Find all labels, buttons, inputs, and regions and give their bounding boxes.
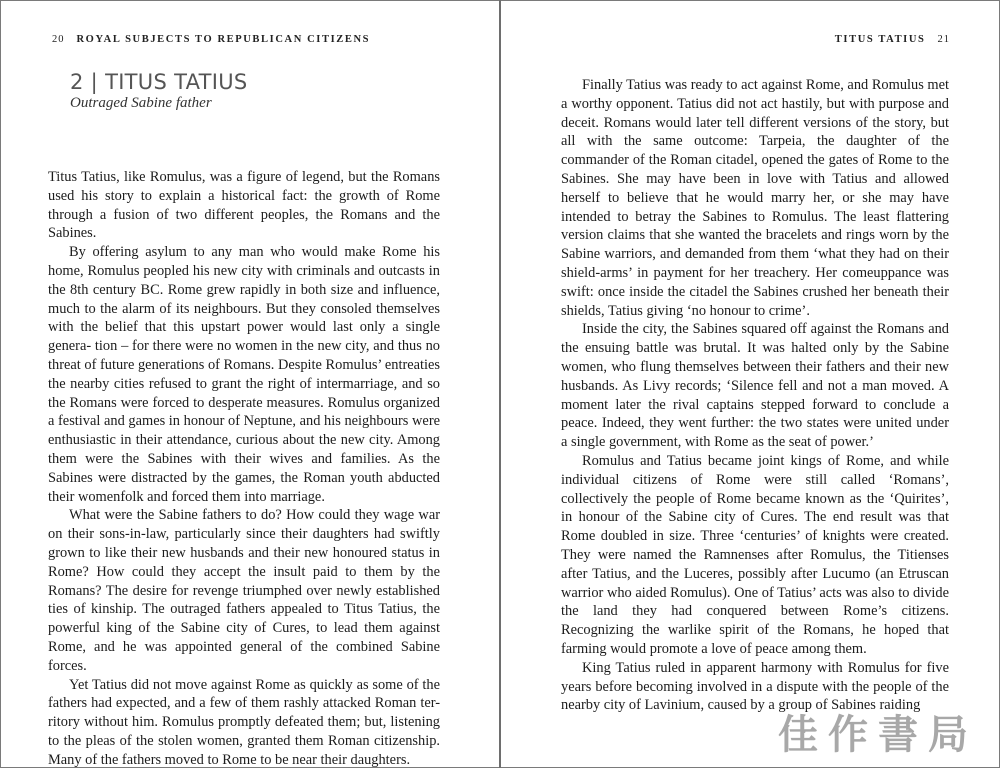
right-running-head bbox=[835, 34, 950, 45]
paragraph: By offering asylum to any man who would make Rome his home, Romulus peopled his new city with criminals and outcasts in the 8th century BC. Rome grew rapidly in both size and influence, much to the alarm of its neighbours. But they consoled themselves with the belief that this upstart power would last only a single genera- tion – for there were no women in the new city, and thus no threat of future generations of Romans. Despite Romulus’ entreaties the nearby cities refused to grant the right of intermarriage, and so the Romans were forced to desperate measures. Romulus organized a festival and games in honour of Neptune, and his neighbours were enthusiastic in their attendance, curious about the new city. Among them were the Sabines with their wives and families. As the Sabines were distracted by the games, the Roman youth abducted their womenfolk and forced them into marriage. bbox=[48, 244, 440, 505]
paragraph: Romulus and Tatius became joint kings of Rome, and while individual citizens of Rome were still called ‘Romans’, collectively the people of Rome became known as the ‘Quirites’, in honour of the Sabine city of Cures. The end result was that Rome doubled in size. Three ‘centuries’ of knights were created. They were named the Ramnenses after Romulus, the Titienses after Tatius, and the Luceres, possibly after Lucumo (an Etruscan warrior who aided Romulus). One of Tatius’ acts was also to divide the land they had conquered between Rome’s citizens. Recognizing the warlike spirit of the Romans, he hoped that farming would promote a love of peace among them. bbox=[561, 452, 949, 657]
chapter-number: 2 bbox=[70, 70, 84, 94]
page-number: 20 bbox=[52, 34, 65, 45]
left-running-head bbox=[52, 34, 370, 45]
paragraph: Titus Tatius, like Romulus, was a figure of legend, but the Romans used his story to explain a historical fact: the growth of Rome through a fusion of two different peoples, the Romans and the Sabines. bbox=[48, 169, 440, 242]
chapter-title bbox=[70, 70, 248, 94]
paragraph: Finally Tatius was ready to act against Rome, and Romulus met a worthy opponent. Tatius did not act hastily, but with purpose and deceit. Romans would later tell different versions of the story, but all with the same outcome: Tarpeia, the daughter of the commander of the Roman citadel, opened the gates of Rome to the Sabines. She may have been in love with Tatius and allowed herself to believe that he would marry her, or she may have intended to betray the Sabines to Romulus. The least flattering version claims that she wanted the bracelets and rings worn by the Sabine warriors, and demanded from them ‘what they had on their shield-arms’ in payment for her treachery. Her comeuppance was swift: once inside the citadel the Sabines crushed her beneath their shields, Tatius giving ‘no honour to crime’. bbox=[561, 77, 949, 319]
chapter-separator: | bbox=[90, 70, 99, 94]
chapter-name: TITUS TATIUS bbox=[105, 70, 248, 94]
running-head-text: TITUS TATIUS bbox=[834, 34, 926, 45]
paragraph: Yet Tatius did not move against Rome as quickly as some of the fathers had expected, and a few of them rashly attacked Roman ter- ritory without him. Romulus promptly defeated them; but, listening to the pleas of the stolen women, granted them Roman citizenship. Many of the fathers moved to Rome to be near their daughters. bbox=[48, 676, 440, 768]
paragraph: King Tatius ruled in apparent harmony with Romulus for five years before becoming involved in a dispute with the people of the nearby city of Lavinium, caused by a group of Sabines raiding bbox=[561, 659, 949, 714]
right-page bbox=[501, 0, 1000, 768]
paragraph: Inside the city, the Sabines squared off against the Romans and the ensuing battle was brutal. It was halted only by the Sabine women, who flung themselves between their fathers and their new husbands. As Livy records; ‘Silence fell and not a man moved. A moment later the rival captains stepped forward to conclude a peace. Indeed, they went further: the two states were united under a single government, with Rome as the seat of power.’ bbox=[561, 321, 949, 451]
page-number: 21 bbox=[937, 34, 950, 45]
right-body-text bbox=[561, 76, 949, 715]
running-head-text: ROYAL SUBJECTS TO REPUBLICAN CITIZENS bbox=[76, 34, 371, 45]
chapter-heading bbox=[70, 70, 248, 112]
chapter-subtitle: Outraged Sabine father bbox=[70, 95, 212, 111]
left-page bbox=[0, 0, 499, 768]
publisher-watermark: 佳作書局 bbox=[778, 712, 978, 758]
left-body-text bbox=[48, 168, 440, 770]
paragraph: What were the Sabine fathers to do? How could they wage war on their sons-in-law, particularly since their daughters had swiftly grown to like their new husbands and their new honoured status in Rome? How could they accept the insult paid to them by the Romans? The desire for revenge triumphed over newly established ties of kinship. The outraged fathers appealed to Titus Tatius, the powerful king of the Sabine city of Cures, to lead them against Rome, and he was appointed general of the combined Sabine forces. bbox=[48, 507, 440, 674]
